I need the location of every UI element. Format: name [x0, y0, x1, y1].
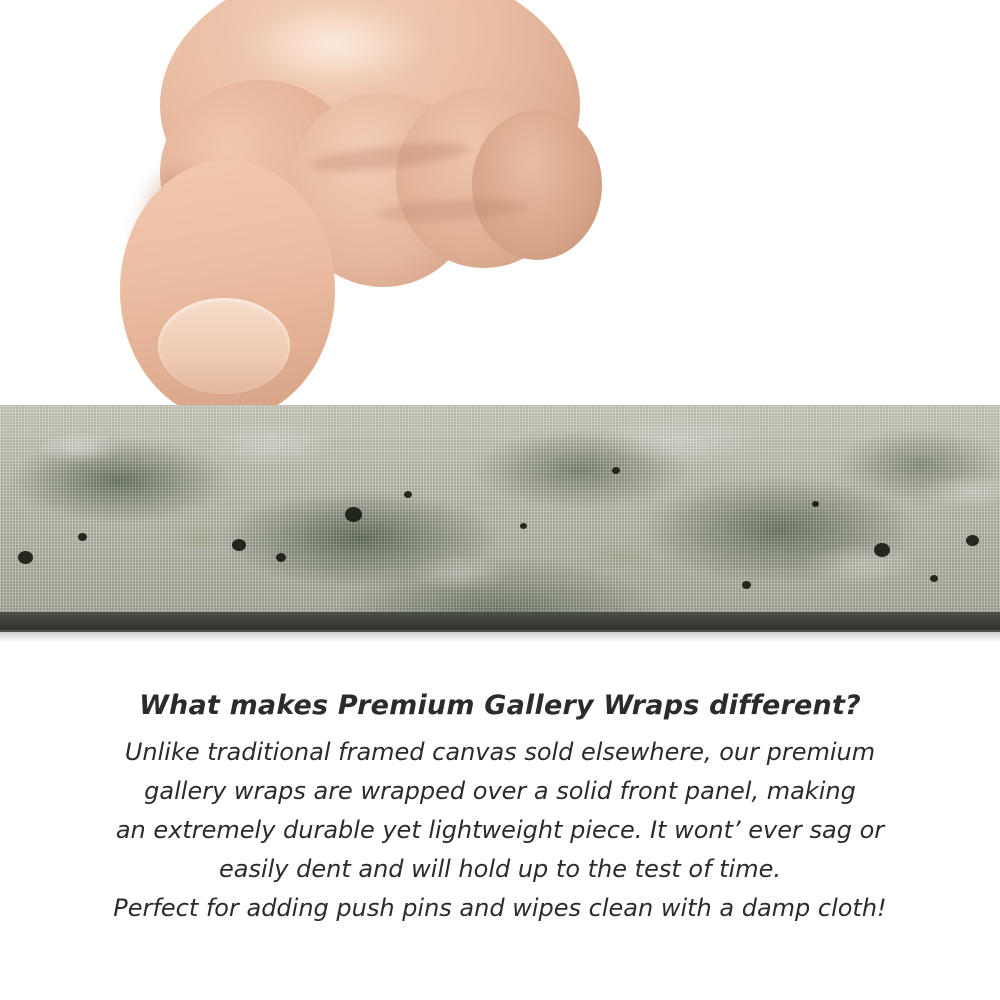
wrap-panel-edge [0, 612, 1000, 632]
caption-line-2: gallery wraps are wrapped over a solid front panel, making [144, 777, 856, 805]
canvas-wrap-strip [0, 405, 1000, 620]
wrap-drop-shadow [0, 630, 1000, 642]
caption-line-5: Perfect for adding push pins and wipes clean with a damp cloth! [113, 894, 887, 922]
canvas-speck [18, 551, 33, 564]
finger-pinky [472, 110, 602, 260]
canvas-weave-texture [0, 405, 1000, 620]
caption-line-1: Unlike traditional framed canvas sold elsewhere, our premium [124, 738, 876, 766]
canvas-speck [874, 543, 890, 557]
canvas-speck [930, 575, 938, 582]
canvas-speck [742, 581, 751, 589]
canvas-speck [232, 539, 246, 551]
canvas-speck [812, 501, 819, 507]
caption-title: What makes Premium Gallery Wraps different? [139, 690, 861, 721]
canvas-speck [966, 535, 979, 546]
thumbnail [158, 298, 290, 394]
hand-illustration [120, 0, 600, 430]
caption-line-4: easily dent and will hold up to the test of time. [218, 855, 781, 883]
canvas-speck [404, 491, 412, 498]
caption-line-3: an extremely durable yet lightweight piece. It wont’ ever sag or [115, 816, 885, 844]
canvas-speck [276, 553, 286, 562]
caption-block [0, 690, 1000, 928]
hand-highlight [240, 0, 430, 90]
canvas-speck [78, 533, 87, 541]
canvas-speck [345, 507, 362, 522]
canvas-speck [612, 467, 620, 474]
canvas-speck [520, 523, 527, 529]
canvas-mottling [0, 405, 1000, 620]
